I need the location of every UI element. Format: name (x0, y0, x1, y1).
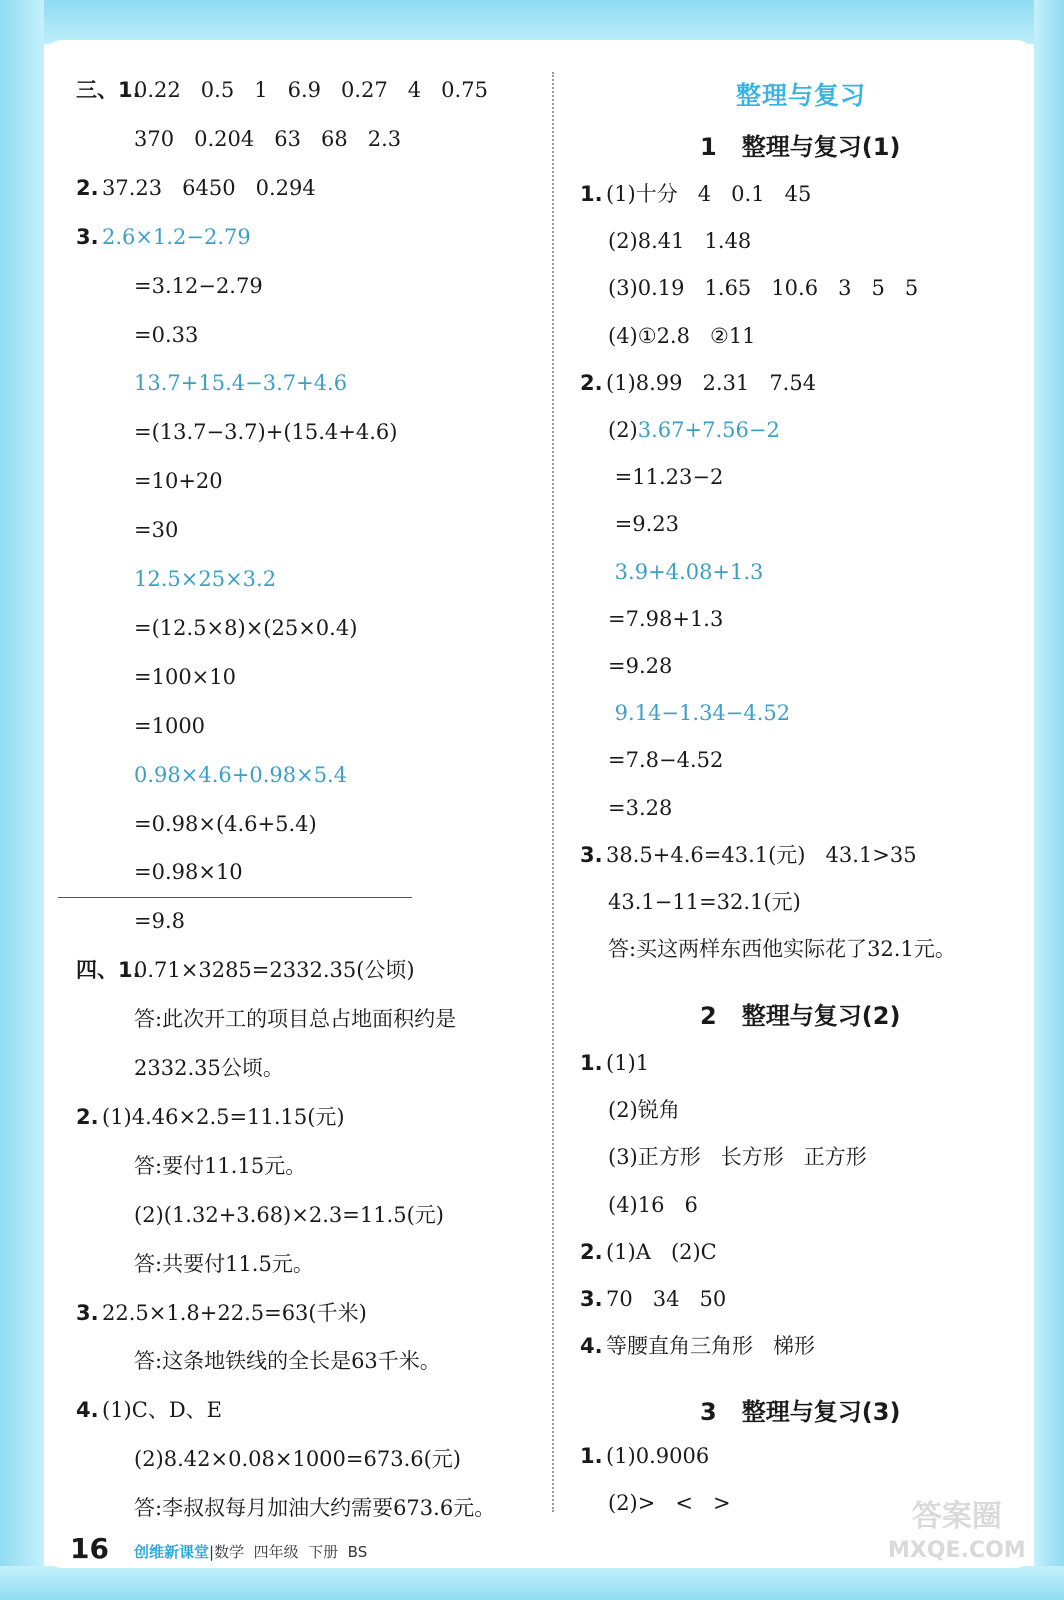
left-label: 4. (76, 1398, 99, 1423)
right-line: 3.9+4.08+1.3 (608, 559, 764, 584)
right-line: =9.23 (608, 512, 680, 537)
right-line: (1)十分 4 0.1 45 (606, 182, 812, 206)
left-line: =1000 (134, 713, 206, 738)
right-line: 43.1−11=32.1(元) (608, 890, 801, 914)
watermark: 答案圈 MXQE.COM (888, 1499, 1026, 1563)
left-line: =9.8 (134, 909, 185, 934)
subtitle-1: 1 整理与复习(1) (700, 133, 901, 161)
right-line: =11.23−2 (608, 465, 724, 490)
right-line: =7.8−4.52 (608, 748, 724, 773)
left-line: 370 0.204 63 68 2.3 (134, 126, 402, 151)
left-line: 2332.35公顷。 (134, 1056, 284, 1080)
left-label: 3. (76, 224, 99, 249)
right-label: 2. (580, 370, 603, 395)
right-line: (2)锐角 (608, 1098, 680, 1123)
right-line: (1)1 (606, 1051, 650, 1075)
top-border (0, 0, 1064, 44)
left-line: 12.5×25×3.2 (134, 567, 277, 591)
right-label: 1. (580, 1051, 603, 1075)
footer-brand: 创维新课堂 (134, 1543, 210, 1561)
right-label: 1. (580, 182, 603, 206)
left-line: 答:这条地铁线的全长是63千米。 (134, 1349, 441, 1374)
left-border (0, 0, 44, 1600)
right-line: 70 34 50 (606, 1287, 727, 1311)
right-line: 9.14−1.34−4.52 (608, 701, 791, 726)
column-divider (552, 72, 554, 1512)
left-line: 22.5×1.8+22.5=63(千米) (102, 1300, 367, 1325)
right-line: (2)8.41 1.48 (608, 229, 752, 254)
right-line: (4)①2.8 ②11 (608, 323, 756, 348)
left-line: =0.98×(4.6+5.4) (134, 811, 317, 836)
right-line: =9.28 (608, 654, 673, 678)
left-line: =10+20 (134, 469, 223, 494)
left-line: 0.98×4.6+0.98×5.4 (134, 762, 348, 787)
left-label: 2. (76, 1104, 99, 1129)
left-line: 13.7+15.4−3.7+4.6 (134, 371, 348, 396)
left-line: (1)C、D、E (102, 1398, 222, 1423)
left-line: 37.23 6450 0.294 (102, 175, 316, 200)
subtitle-3: 3 整理与复习(3) (700, 1398, 901, 1426)
right-line: (1)8.99 2.31 7.54 (606, 370, 817, 395)
right-label: 4. (580, 1334, 603, 1359)
left-label: 四、1. (76, 958, 141, 983)
right-line: 等腰直角三角形 梯形 (606, 1334, 816, 1359)
right-line: (2)> < > (608, 1491, 731, 1515)
section-title: 整理与复习 (736, 81, 867, 110)
right-line: (3)0.19 1.65 10.6 3 5 5 (608, 276, 919, 301)
right-label: 3. (580, 842, 603, 867)
left-line: 0.71×3285=2332.35(公顷) (134, 958, 415, 983)
left-line: 答:共要付11.5元。 (134, 1251, 314, 1276)
left-line: (2)(1.32+3.68)×2.3=11.5(元) (134, 1202, 444, 1227)
right-label: 2. (580, 1239, 603, 1264)
left-line: =(12.5×8)×(25×0.4) (134, 615, 358, 640)
subtitle-2: 2 整理与复习(2) (700, 1002, 901, 1030)
right-line: (3)正方形 长方形 正方形 (608, 1145, 867, 1170)
page-paper (44, 40, 1034, 1568)
left-line: 2.6×1.2−2.79 (102, 224, 251, 249)
right-line: =7.98+1.3 (608, 606, 724, 631)
left-label: 3. (76, 1300, 99, 1325)
left-line: (1)4.46×2.5=11.15(元) (102, 1104, 345, 1129)
footer-details: |数学 四年级 下册 BS (209, 1543, 368, 1561)
right-line: (4)16 6 (608, 1192, 698, 1217)
right-line: 答:买这两样东西他实际花了32.1元。 (608, 937, 956, 962)
page-number: 16 (70, 1532, 109, 1565)
left-line: 答:要付11.15元。 (134, 1153, 307, 1178)
left-line: 答:李叔叔每月加油大约需要673.6元。 (134, 1496, 496, 1521)
right-label: 3. (580, 1287, 603, 1311)
left-line: =30 (134, 518, 179, 543)
right-label: 1. (580, 1444, 603, 1468)
right-line: =3.28 (608, 795, 673, 820)
left-line: 答:此次开工的项目总占地面积约是 (134, 1007, 457, 1032)
right-line: 38.5+4.6=43.1(元) 43.1>35 (606, 842, 917, 867)
right-line: (2)3.67+7.56−2 (608, 418, 780, 442)
left-line: =100×10 (134, 664, 236, 689)
left-label: 三、1. (76, 78, 141, 102)
right-line: (1)A (2)C (606, 1239, 717, 1264)
left-label: 2. (76, 175, 99, 200)
right-border (1034, 0, 1064, 1600)
left-line: =(13.7−3.7)+(15.4+4.6) (134, 420, 398, 445)
right-line-extra: 3.67+7.56−2 (637, 418, 780, 442)
left-line: (2)8.42×0.08×1000=673.6(元) (134, 1447, 461, 1472)
footer-info (134, 1541, 367, 1562)
left-line: =0.33 (134, 322, 199, 347)
left-line: =0.98×10 (134, 860, 243, 885)
left-line: 0.22 0.5 1 6.9 0.27 4 0.75 (134, 78, 488, 102)
bottom-border (0, 1566, 1064, 1600)
right-line: (1)0.9006 (606, 1444, 710, 1468)
fold-line (58, 897, 412, 898)
left-line: =3.12−2.79 (134, 273, 263, 298)
